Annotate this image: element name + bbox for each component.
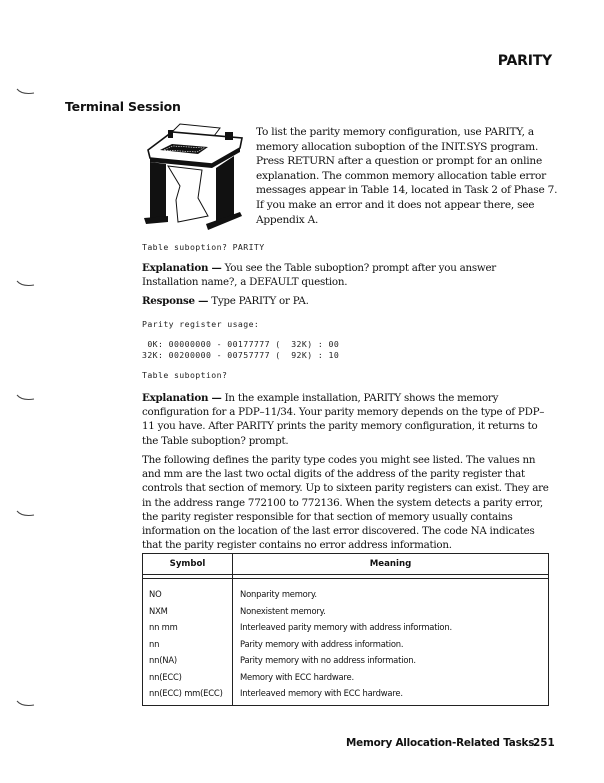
column-header-symbol: Symbol — [169, 559, 206, 569]
meaning-cell: Interleaved parity memory with address information. — [240, 622, 452, 632]
page-number: 251 — [533, 737, 555, 749]
symbol-cell: nn(ECC) — [149, 671, 182, 682]
meaning-cell: Interleaved memory with ECC hardware. — [240, 688, 403, 698]
table-row — [143, 639, 548, 656]
header-rule — [143, 578, 548, 579]
meaning-cell: Parity memory with address information. — [240, 638, 404, 649]
response-text: Type PARITY or PA. — [208, 295, 309, 307]
symbol-cell: NXM — [149, 605, 168, 616]
binder-mark-icon — [14, 700, 36, 710]
meaning-cell: Nonexistent memory. — [240, 605, 326, 616]
explanation-label: Explanation — — [142, 262, 222, 274]
table-row — [143, 672, 548, 689]
binder-mark-icon — [14, 88, 36, 98]
definitions-paragraph: The following defines the parity type codes you might see listed. The values nn and mm are the last two octal digits of the address of the parity register that controls that section of memory. Up to sixteen parity registers can exist. They are in the address range 772100 to 772136. When the system detects a parity error, the parity register responsible for that section of memory usually contains information on the location of the last error discovered. The code NA indicates that the parity register contains no error address information. — [142, 454, 549, 552]
symbol-cell: nn(ECC) mm(ECC) — [149, 688, 223, 698]
symbol-cell: nn — [149, 638, 160, 649]
explanation-label: Explanation — — [142, 392, 222, 404]
terminal-prompt-parity: Table suboption? PARITY — [142, 242, 265, 252]
binder-mark-icon — [14, 510, 36, 520]
meaning-cell: Parity memory with no address information. — [240, 655, 416, 665]
table-row — [143, 688, 548, 705]
intro-paragraph: To list the parity memory configuration, use PARITY, a memory allocation suboption of the INIT.SYS program. Press RETURN after a question or prompt for an online explanation. The common memory allocation table error messages appear in Table 14, located in Task 2 of Phase 7. If you make an error and it does not appear there, see Appendix A. — [256, 126, 558, 226]
section-title: Terminal Session — [65, 99, 181, 114]
terminal-printer-icon — [142, 120, 250, 232]
terminal-prompt-empty: Table suboption? — [142, 370, 228, 380]
terminal-register-line: 32K: 00200000 - 00757777 ( 92K) : 10 — [142, 350, 340, 360]
explanation-text: You see the Table suboption? prompt after you answer Installation name?, a DEFAULT question. — [142, 262, 496, 289]
terminal-register-heading: Parity register usage: — [142, 319, 260, 329]
table-row — [143, 589, 548, 606]
explanation-text: In the example installation, PARITY shows the memory configuration for a PDP–11/34. Your parity memory depends on the type of PDP–11 you have. After PARITY prints the parity memory configuration, it returns to the Table suboption? prompt. — [142, 392, 545, 447]
parity-codes-table — [142, 553, 549, 706]
response-paragraph — [142, 294, 554, 308]
symbol-cell: NO — [149, 589, 162, 599]
table-body — [143, 589, 548, 705]
binder-mark-icon — [14, 394, 36, 404]
symbol-cell: nn mm — [149, 622, 178, 632]
header-rule — [143, 574, 548, 575]
response-label: Response — — [142, 295, 209, 307]
explanation-paragraph-1 — [142, 261, 554, 289]
terminal-register-line: 0K: 00000000 - 00177777 ( 32K) : 00 — [142, 339, 340, 349]
meaning-cell: Nonparity memory. — [240, 589, 317, 599]
binder-mark-icon — [14, 280, 36, 290]
explanation-paragraph-2 — [142, 391, 554, 448]
column-header-meaning: Meaning — [369, 559, 412, 569]
table-row — [143, 622, 548, 639]
running-head: PARITY — [497, 53, 552, 69]
table-row — [143, 655, 548, 672]
footer-chapter-title: Memory Allocation-Related Tasks — [346, 737, 535, 749]
symbol-cell: nn(NA) — [149, 655, 177, 665]
meaning-cell: Memory with ECC hardware. — [240, 671, 354, 682]
table-row — [143, 606, 548, 623]
